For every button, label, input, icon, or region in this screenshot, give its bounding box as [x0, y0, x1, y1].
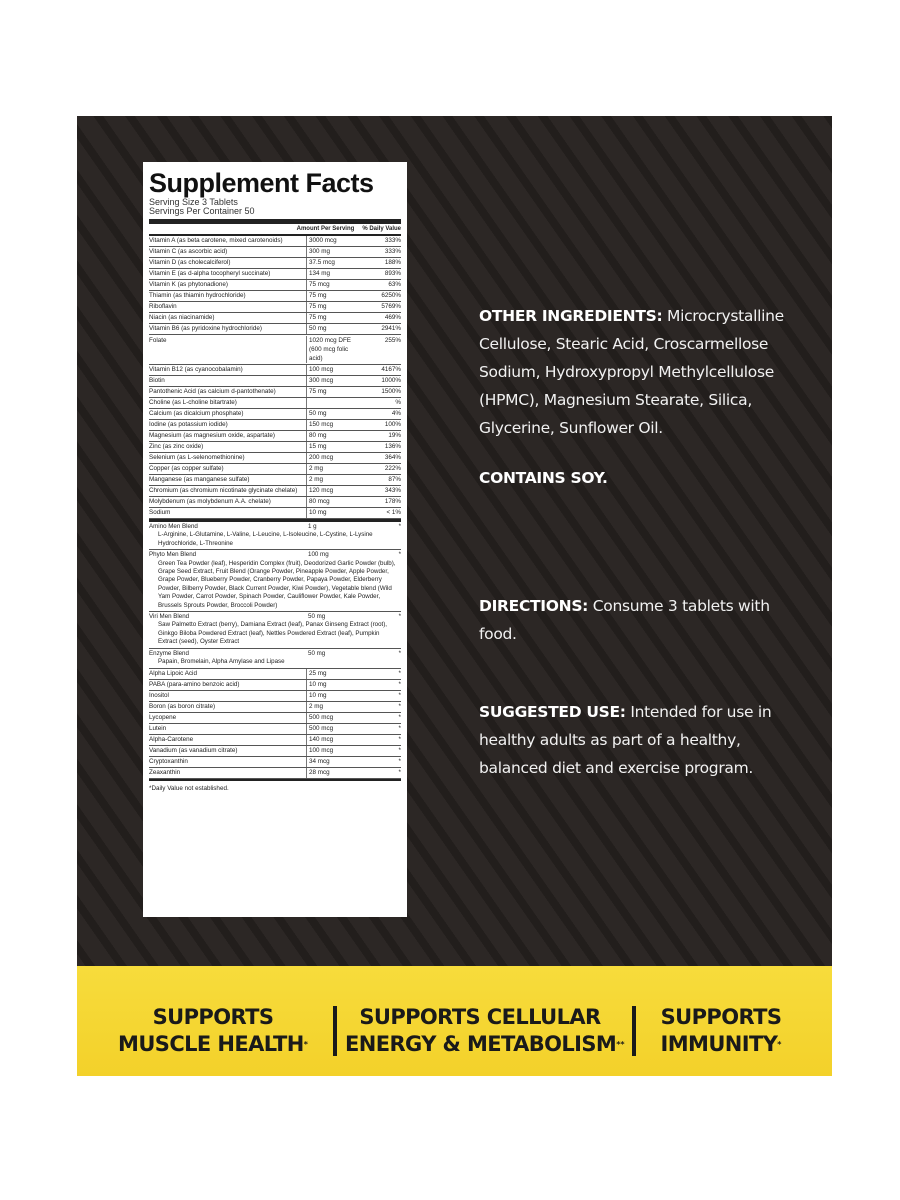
nutrient-row — [149, 365, 401, 376]
nutrient-row-amount: 3000 mcg — [306, 236, 361, 246]
nutrient-row — [149, 236, 401, 247]
nutrient-row — [149, 508, 401, 519]
column-header — [149, 224, 401, 236]
nutrient-row — [149, 475, 401, 486]
nutrient-row-amount: 50 mg — [306, 409, 361, 419]
nutrient-row-amount: 80 mcg — [306, 497, 361, 507]
blend-row — [149, 550, 401, 612]
nutrient-row-dv: 333% — [384, 237, 401, 244]
ingredient-row — [149, 713, 401, 724]
nutrient-row-dv: 4% — [391, 410, 401, 417]
ingredient-row-dv: * — [398, 680, 401, 688]
facts-title: Supplement Facts — [149, 168, 374, 198]
nutrient-row-name: Magnesium (as magnesium oxide, aspartate) — [149, 432, 275, 439]
ingredient-row-name: Vanadium (as vanadium citrate) — [149, 746, 238, 754]
nutrient-row-name: Vitamin B6 (as pyridoxine hydrochloride) — [149, 325, 262, 332]
nutrient-row-dv: 255% — [384, 337, 401, 344]
directions-text: Consume 3 tablets with food. — [479, 597, 770, 643]
nutrient-row — [149, 269, 401, 280]
ingredient-row-name: Alpha Lipoic Acid — [149, 669, 197, 677]
blend-name: Viri Men Blend — [149, 613, 190, 621]
nutrient-row — [149, 324, 401, 335]
nutrient-row-dv: 893% — [384, 270, 401, 277]
claim-energy-line2: ENERGY & METABOLISM** — [345, 1032, 625, 1056]
nutrient-row-name: Pantothenic Acid (as calcium d-pantothenate) — [149, 388, 276, 395]
nutrient-row-name: Chromium (as chromium nicotinate glycinate chelate) — [149, 487, 298, 494]
ingredient-row — [149, 746, 401, 757]
blend-row — [149, 522, 401, 550]
nutrient-row — [149, 376, 401, 387]
nutrient-row-dv: 364% — [384, 454, 401, 461]
blend-table — [149, 522, 401, 669]
directions — [479, 592, 809, 648]
claim-energy-metabolism — [345, 1004, 625, 1058]
ingredient-row-name: Zeaxanthin — [149, 768, 181, 776]
blend-name: Phyto Men Blend — [149, 551, 197, 559]
nutrient-row-name: Vitamin B12 (as cyanocobalamin) — [149, 366, 243, 373]
blend-row — [149, 612, 401, 649]
ingredient-row — [149, 735, 401, 746]
nutrient-row-name: Molybdenum (as molybdenum A.A. chelate) — [149, 498, 271, 505]
nutrient-row-dv: 343% — [384, 487, 401, 494]
allergen-notice — [479, 464, 809, 492]
claim-muscle-mark: * — [303, 1040, 308, 1049]
nutrient-row-name: Vitamin C (as ascorbic acid) — [149, 248, 228, 255]
nutrient-row-amount: 1020 mcg DFE (600 mcg folic acid) — [306, 336, 361, 363]
nutrient-row-amount: 75 mg — [306, 302, 361, 312]
nutrient-row-name: Choline (as L-choline bitartrate) — [149, 399, 237, 406]
blend-ingredients: Green Tea Powder (leaf), Hesperidin Complex (fruit), Deodorized Garlic Powder (bulb), Grape Seed Extract, Fruit Blend (Orange Powder, Pineapple Powder, Apple Powder, Grape Powder, Blueberry Powder, Cranberry Powder, Papaya Powder, Elderberry Powder, Bilberry Powder, Black Current Powder, Kiwi Powder), Vegetable blend (Wild Yam Powder, Carrot Powder, Spinach Powder, Cauliflower Powder, Kale Powder, Brussels Sprouts Powder, Broccoli Powder) — [158, 559, 396, 609]
nutrient-row-dv: 2941% — [381, 325, 401, 332]
ingredient-row-name: PABA (para-amino benzoic acid) — [149, 680, 240, 688]
blend-row — [149, 649, 401, 669]
claim-immunity-mark: * — [777, 1040, 782, 1049]
nutrient-row-amount: 75 mcg — [306, 280, 361, 290]
ingredient-row-name: Lycopene — [149, 713, 177, 721]
nutrient-row-dv: 333% — [384, 248, 401, 255]
nutrient-row-name: Niacin (as niacinamide) — [149, 314, 215, 321]
ingredient-row-amount: 10 mg — [306, 680, 361, 690]
ingredient-row-dv: * — [398, 713, 401, 721]
nutrient-row-amount: 10 mg — [306, 508, 361, 518]
nutrient-row — [149, 398, 401, 409]
nutrient-row-name: Folate — [149, 337, 167, 344]
blend-ingredients: L-Arginine, L-Glutamine, L-Valine, L-Leucine, L-Isoleucine, L-Cystine, L-Lysine Hydrochloride, L-Threonine — [158, 531, 373, 547]
banner-divider-1 — [333, 1006, 337, 1056]
nutrient-row-dv: 6250% — [381, 292, 401, 299]
claim-muscle-line2: MUSCLE HEALTH* — [118, 1032, 308, 1056]
other-ingredient-table — [149, 669, 401, 779]
ingredient-row-amount: 140 mcg — [306, 735, 361, 745]
nutrient-row-amount: 100 mcg — [306, 365, 361, 375]
ingredient-row-amount: 100 mcg — [306, 746, 361, 756]
servings-per-container: Servings Per Container 50 — [149, 206, 255, 216]
blend-ingredients: Saw Palmetto Extract (berry), Damiana Extract (leaf), Panax Ginseng Extract (root), Ginkgo Biloba Powdered Extract (leaf), Nettles Powdered Extract (leaf), Pumpkin Extract (seed), Oyster Extract — [158, 621, 388, 646]
ingredient-row-dv: * — [398, 702, 401, 710]
nutrient-row-name: Vitamin K (as phytonadione) — [149, 281, 228, 288]
ingredient-row-dv: * — [398, 735, 401, 743]
directions-label: DIRECTIONS: — [479, 597, 589, 615]
blend-dv: * — [398, 613, 401, 621]
ingredient-row-name: Inositol — [149, 691, 169, 699]
nutrient-row — [149, 335, 401, 365]
ingredient-row-name: Cryptoxanthin — [149, 757, 188, 765]
ingredient-row-amount: 500 mcg — [306, 724, 361, 734]
ingredient-row-name: Alpha-Carotene — [149, 735, 194, 743]
ingredient-row-name: Boron (as boron citrate) — [149, 702, 216, 710]
nutrient-row-amount: 75 mg — [306, 387, 361, 397]
nutrient-row-dv: 222% — [384, 465, 401, 472]
nutrient-row-amount: 300 mg — [306, 247, 361, 257]
nutrient-row-amount: 15 mg — [306, 442, 361, 452]
nutrient-row-amount: 50 mg — [306, 324, 361, 334]
nutrient-row-dv: 1000% — [381, 377, 401, 384]
claim-immunity — [651, 1004, 791, 1058]
blend-dv: * — [398, 523, 401, 530]
nutrient-row — [149, 420, 401, 431]
daily-value-footnote: *Daily Value not established. — [149, 779, 401, 794]
ingredient-row — [149, 669, 401, 680]
suggested-use — [479, 698, 809, 782]
nutrient-row-amount — [306, 398, 361, 408]
nutrient-row-dv: 100% — [384, 421, 401, 428]
blend-ingredients: Papain, Bromelain, Alpha Amylase and Lipase — [158, 658, 285, 666]
claim-energy-line1: SUPPORTS CELLULAR — [359, 1005, 601, 1029]
nutrient-row-dv: % — [395, 399, 401, 406]
ingredient-row-amount: 34 mcg — [306, 757, 361, 767]
nutrient-row-name: Riboflavin — [149, 303, 177, 310]
benefits-banner — [77, 966, 832, 1076]
nutrient-row — [149, 409, 401, 420]
nutrient-row-name: Copper (as copper sulfate) — [149, 465, 224, 472]
ingredient-row-dv: * — [398, 691, 401, 699]
nutrient-row-amount: 2 mg — [306, 475, 361, 485]
nutrient-row-dv: 1500% — [381, 388, 401, 395]
nutrient-row-dv: 178% — [384, 498, 401, 505]
nutrient-row-dv: 87% — [388, 476, 401, 483]
contains-soy: CONTAINS SOY. — [479, 469, 608, 487]
claim-muscle-line1: SUPPORTS — [152, 1005, 274, 1029]
blend-header — [149, 551, 401, 559]
nutrient-row-dv: 469% — [384, 314, 401, 321]
supplement-facts-label — [143, 162, 407, 917]
nutrient-row — [149, 442, 401, 453]
nutrient-row-amount: 300 mcg — [306, 376, 361, 386]
nutrient-row-amount: 75 mg — [306, 291, 361, 301]
nutrient-row-name: Manganese (as manganese sulfate) — [149, 476, 250, 483]
nutrient-row-amount: 80 mg — [306, 431, 361, 441]
claim-immunity-line1: SUPPORTS — [660, 1005, 782, 1029]
suggested-use-text: Intended for use in healthy adults as part of a healthy, balanced diet and exercise program. — [479, 703, 772, 777]
blend-amount: 50 mg — [308, 649, 326, 657]
nutrient-row-amount: 200 mcg — [306, 453, 361, 463]
other-ingredients — [479, 302, 809, 442]
nutrient-row-name: Biotin — [149, 377, 165, 384]
nutrient-row — [149, 302, 401, 313]
nutrient-row-name: Calcium (as dicalcium phosphate) — [149, 410, 244, 417]
nutrient-row-name: Sodium — [149, 509, 171, 516]
ingredient-row-amount: 2 mg — [306, 702, 361, 712]
ingredient-row-dv: * — [398, 724, 401, 732]
ingredient-row-amount: 25 mg — [306, 669, 361, 679]
nutrient-row-dv: 136% — [384, 443, 401, 450]
nutrient-row — [149, 431, 401, 442]
nutrient-row — [149, 387, 401, 398]
blend-header — [149, 650, 401, 658]
dv-column-header: % Daily Value — [362, 226, 401, 232]
nutrient-row — [149, 486, 401, 497]
blend-amount: 50 mg — [308, 613, 326, 621]
nutrient-row-name: Vitamin E (as d-alpha tocopheryl succinate) — [149, 270, 271, 277]
nutrient-row — [149, 291, 401, 302]
ingredient-row — [149, 768, 401, 779]
blend-header — [149, 523, 401, 531]
nutrient-row-dv: 4167% — [381, 366, 401, 373]
nutrient-row-amount: 75 mg — [306, 313, 361, 323]
ingredient-row-dv: * — [398, 669, 401, 677]
ingredient-row — [149, 724, 401, 735]
blend-amount: 100 mg — [308, 551, 329, 559]
other-ingredients-label: OTHER INGREDIENTS: — [479, 307, 663, 325]
nutrient-row-amount: 134 mg — [306, 269, 361, 279]
nutrient-row-name: Iodine (as potassium iodide) — [149, 421, 228, 428]
nutrient-row-name: Thiamin (as thiamin hydrochloride) — [149, 292, 246, 299]
nutrient-table — [149, 236, 401, 519]
nutrient-row-dv: 19% — [388, 432, 401, 439]
ingredient-row — [149, 702, 401, 713]
nutrient-row-dv: 63% — [388, 281, 401, 288]
claim-muscle-health — [113, 1004, 313, 1058]
nutrient-row-name: Vitamin D (as cholecalciferol) — [149, 259, 231, 266]
suggested-use-label: SUGGESTED USE: — [479, 703, 626, 721]
ingredient-row-name: Lutein — [149, 724, 167, 732]
blend-amount: 1 g — [308, 523, 317, 530]
blend-dv: * — [398, 649, 401, 657]
nutrient-row — [149, 497, 401, 508]
other-ingredients-text: Microcrystalline Cellulose, Stearic Acid, Croscarmellose Sodium, Hydroxypropyl Methylcellulose (HPMC), Magnesium Stearate, Silica, Glycerine, Sunflower Oil. — [479, 307, 784, 437]
serving-size: Serving Size 3 Tablets — [149, 197, 238, 207]
ingredient-row-amount: 28 mcg — [306, 768, 361, 778]
blend-name: Amino Men Blend — [149, 523, 198, 530]
blend-dv: * — [398, 551, 401, 559]
ingredient-row — [149, 680, 401, 691]
nutrient-row — [149, 247, 401, 258]
amount-column-header: Amount Per Serving — [296, 226, 355, 232]
ingredient-row-dv: * — [398, 768, 401, 776]
nutrient-row-dv: 188% — [384, 259, 401, 266]
nutrient-row-amount: 37.5 mcg — [306, 258, 361, 268]
ingredient-row-amount: 500 mcg — [306, 713, 361, 723]
nutrient-row — [149, 453, 401, 464]
nutrient-row — [149, 258, 401, 269]
nutrient-row-name: Selenium (as L-selenomethionine) — [149, 454, 245, 461]
blend-name: Enzyme Blend — [149, 649, 189, 657]
nutrient-row-amount: 2 mg — [306, 464, 361, 474]
nutrient-row-name: Vitamin A (as beta carotene, mixed carotenoids) — [149, 237, 283, 244]
claim-energy-mark: ** — [616, 1040, 625, 1049]
product-panel — [77, 116, 832, 1076]
nutrient-row-dv: < 1% — [386, 509, 401, 516]
nutrient-row — [149, 280, 401, 291]
nutrient-row-dv: 5769% — [381, 303, 401, 310]
ingredient-row-dv: * — [398, 757, 401, 765]
blend-header — [149, 613, 401, 621]
ingredient-row-amount: 10 mg — [306, 691, 361, 701]
nutrient-row — [149, 464, 401, 475]
nutrient-row-amount: 120 mcg — [306, 486, 361, 496]
ingredient-row — [149, 757, 401, 768]
banner-divider-2 — [632, 1006, 636, 1056]
nutrient-row-amount: 150 mcg — [306, 420, 361, 430]
ingredient-row — [149, 691, 401, 702]
nutrient-row — [149, 313, 401, 324]
claim-immunity-line2: IMMUNITY* — [660, 1032, 782, 1056]
ingredient-row-dv: * — [398, 746, 401, 754]
nutrient-row-name: Zinc (as zinc oxide) — [149, 443, 204, 450]
